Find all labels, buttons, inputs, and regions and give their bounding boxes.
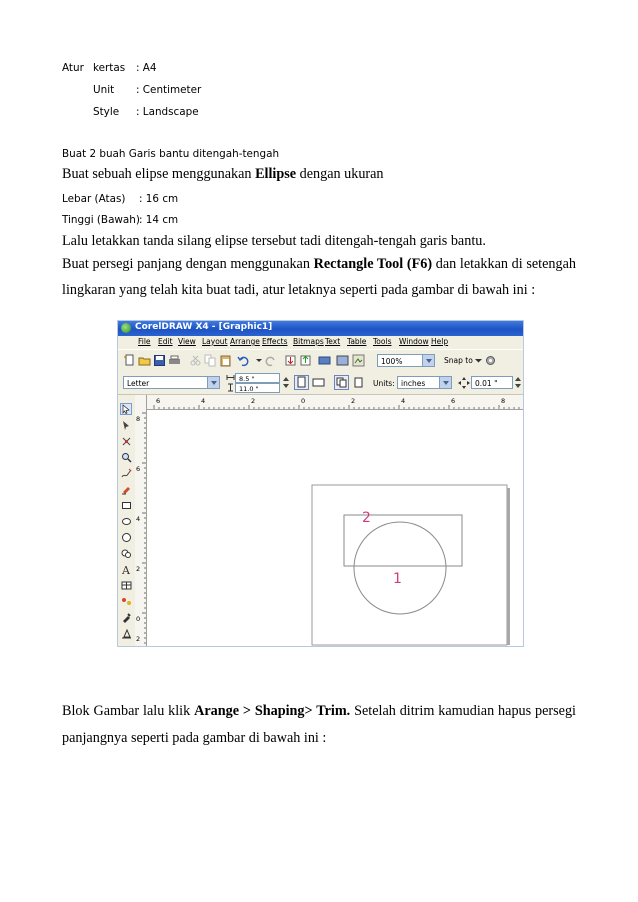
property-bar	[118, 372, 523, 395]
drawing-page-graphics	[147, 410, 523, 646]
freehand-tool-icon[interactable]	[121, 468, 132, 479]
cut-icon[interactable]	[189, 354, 202, 367]
table-tool-icon[interactable]	[121, 580, 132, 591]
paper-width-icon	[226, 373, 235, 382]
ellipse-label: 1	[393, 571, 402, 587]
landscape-icon[interactable]	[311, 375, 326, 390]
height-value: : 14 cm	[139, 214, 179, 226]
nudge-spinner-icon[interactable]	[514, 375, 522, 390]
horizontal-ruler	[146, 395, 523, 410]
portrait-icon[interactable]	[294, 375, 309, 390]
ruler-v-tick-label: 4	[136, 515, 141, 523]
paper-type-combo[interactable]: Letter	[123, 376, 220, 389]
ruler-v-tick-label: 2	[136, 635, 141, 643]
svg-text:A: A	[122, 564, 130, 575]
menu-bitmaps[interactable]: Bitmaps	[293, 337, 324, 346]
ruler-h-tick-label: 6	[451, 397, 456, 405]
setting-style-value: : Landscape	[136, 106, 199, 118]
current-page-icon[interactable]	[351, 375, 366, 390]
nudge-input[interactable]: 0.01 "	[471, 376, 513, 389]
new-document-icon[interactable]	[123, 354, 136, 367]
guides-instruction: Buat 2 buah Garis bantu ditengah-tengah	[62, 148, 280, 160]
ellipse-tool-icon[interactable]	[121, 516, 132, 527]
pick-tool-icon[interactable]	[120, 403, 132, 415]
vertical-ruler	[135, 409, 147, 646]
ruler-h-tick-label: 2	[351, 397, 356, 405]
page-shadow	[507, 488, 510, 645]
menu-window[interactable]: Window	[399, 337, 429, 346]
import-icon[interactable]	[284, 354, 297, 367]
drawing-canvas[interactable]	[147, 410, 523, 646]
ruler-origin-corner[interactable]	[135, 395, 147, 410]
menu-help[interactable]: Help	[431, 337, 449, 346]
setting-unit-value: : Centimeter	[136, 84, 202, 96]
nudge-icon	[458, 377, 470, 389]
menu-layout[interactable]: Layout	[202, 337, 228, 346]
all-pages-icon[interactable]	[334, 375, 349, 390]
chevron-down-icon[interactable]	[422, 355, 434, 366]
toolbox	[118, 395, 136, 646]
ruler-h-tick-label: 2	[251, 397, 256, 405]
ruler-v-tick-label: 0	[136, 615, 141, 623]
chevron-down-icon[interactable]	[439, 377, 451, 388]
rectangle-label: 2	[362, 510, 371, 526]
ellipse-instruction: Buat sebuah elipse menggunakan Ellipse dengan ukuran	[62, 166, 384, 182]
undo-icon[interactable]	[237, 354, 250, 367]
vertical-ruler-ticks	[135, 409, 146, 646]
ruler-v-tick-label: 6	[136, 465, 141, 473]
rectangle-tool-icon[interactable]	[121, 500, 132, 511]
width-label: Lebar (Atas)	[62, 193, 126, 205]
copy-icon[interactable]	[204, 354, 217, 367]
spinner-icon[interactable]	[282, 375, 290, 390]
menu-bar	[118, 336, 523, 349]
rectangle-instruction-line2: lingkaran yang telah kita buat tadi, atur letaknya seperti pada gambar di bawah ini :	[62, 282, 536, 298]
coreldraw-logo-icon	[121, 323, 131, 333]
coreldraw-screenshot	[117, 320, 524, 647]
ruler-h-tick-label: 6	[156, 397, 161, 405]
basic-shapes-tool-icon[interactable]	[121, 548, 132, 559]
rectangle-instruction-line1: Buat persegi panjang dengan menggunakan Rectangle Tool (F6) dan letakkan di setengah	[62, 256, 577, 272]
welcome-screen-icon[interactable]	[336, 354, 349, 367]
options-icon[interactable]	[484, 354, 497, 367]
menu-file[interactable]: File	[138, 337, 151, 346]
smart-fill-tool-icon[interactable]	[121, 484, 132, 495]
zoom-level-combo[interactable]: 100%	[377, 354, 435, 367]
units-combo[interactable]: inches	[397, 376, 452, 389]
text-tool-icon[interactable]	[121, 564, 132, 575]
trim-instruction-line2: panjangnya seperti pada gambar di bawah ini :	[62, 730, 327, 746]
setting-kertas-label: kertas	[93, 62, 126, 74]
ruler-h-tick-label: 4	[201, 397, 206, 405]
redo-icon[interactable]	[264, 354, 277, 367]
menu-text[interactable]: Text	[325, 337, 341, 346]
setting-style-label: Style	[93, 106, 120, 118]
ruler-h-tick-label: 0	[301, 397, 306, 405]
menu-edit[interactable]: Edit	[158, 337, 173, 346]
paper-width-input[interactable]: 8.5 "	[235, 373, 280, 383]
units-label: Units:	[373, 379, 395, 388]
setting-atur-label: Atur	[62, 62, 84, 74]
window-title: CorelDRAW X4 - [Graphic1]	[135, 322, 273, 332]
zoom-tool-icon[interactable]	[121, 452, 132, 463]
menu-view[interactable]: View	[178, 337, 196, 346]
chevron-down-icon[interactable]	[207, 377, 219, 388]
page-border	[312, 485, 507, 645]
ruler-v-tick-label: 2	[136, 565, 141, 573]
window-titlebar	[118, 321, 523, 336]
save-icon[interactable]	[153, 354, 166, 367]
print-icon[interactable]	[168, 354, 181, 367]
open-folder-icon[interactable]	[138, 354, 151, 367]
export-icon[interactable]	[299, 354, 312, 367]
paper-height-icon	[226, 383, 235, 392]
setting-kertas-value: : A4	[136, 62, 157, 74]
height-label: Tinggi (Bawah)	[62, 214, 140, 226]
width-value: : 16 cm	[139, 193, 179, 205]
outline-tool-icon[interactable]	[121, 628, 132, 639]
snap-to-button[interactable]: Snap to	[444, 356, 473, 365]
paper-height-input[interactable]: 11.0 "	[235, 383, 280, 393]
ruler-h-tick-label: 4	[401, 397, 406, 405]
paste-icon[interactable]	[219, 354, 232, 367]
corel-online-icon[interactable]	[352, 354, 365, 367]
menu-tools[interactable]: Tools	[373, 337, 392, 346]
cross-instruction: Lalu letakkan tanda silang elipse tersebut tadi ditengah-tengah garis bantu.	[62, 233, 486, 249]
setting-unit-label: Unit	[93, 84, 115, 96]
polygon-tool-icon[interactable]	[121, 532, 132, 543]
trim-instruction-line1: Blok Gambar lalu klik Arange > Shaping> Trim. Setelah ditrim kamudian hapus persegi	[62, 703, 576, 719]
menu-arrange[interactable]: Arrange	[230, 337, 260, 346]
crop-tool-icon[interactable]	[121, 436, 132, 447]
ruler-v-tick-label: 8	[136, 415, 141, 423]
application-launcher-icon[interactable]	[318, 354, 331, 367]
shape-tool-icon[interactable]	[121, 420, 132, 431]
eyedropper-tool-icon[interactable]	[121, 612, 132, 623]
interactive-blend-tool-icon[interactable]	[121, 596, 132, 607]
menu-table[interactable]: Table	[347, 337, 367, 346]
standard-toolbar	[118, 349, 523, 373]
ruler-h-tick-label: 8	[501, 397, 506, 405]
menu-effects[interactable]: Effects	[262, 337, 288, 346]
